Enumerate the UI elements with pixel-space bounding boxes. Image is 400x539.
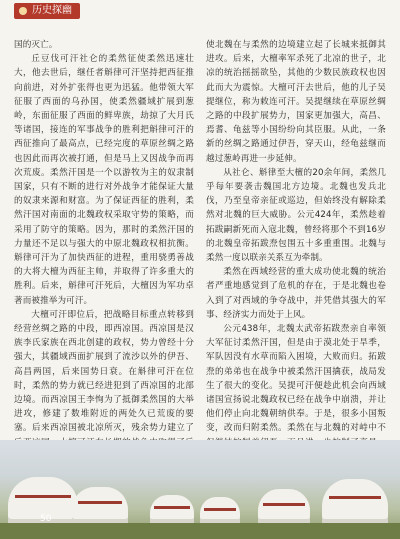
right-column: [206, 38, 386, 478]
page-number: 50: [40, 514, 52, 524]
yurt: [72, 487, 128, 525]
paragraph: 国的灭亡。: [14, 40, 58, 50]
left-column: [14, 38, 194, 493]
paragraph: 公元438年，北魏太武帝拓跋焘亲自率领大军征讨柔然汗国，但是由于漠北处于旱季，军队因没有水草而陷入困境，大败而归。拓跋焘的弟弟也在战争中被柔然汗国擒获，战局发生了很大的变化。吴提可汗便趁此机会向西域诸国宣扬说北魏政权已经在战争中崩溃，并让他们停止向北魏朝纳供奉。于是，很多小国叛变，改而归附柔然。柔然在与北魏的对峙中不: [206, 324, 386, 434]
paragraph: 柔然在西域经营的重大成功使北魏的统治者严重地感觉到了危机的存在，于是北魏也卷入到了对西域的争夺战中，并凭借其强大的军事、经济实力而处于上风。: [206, 267, 386, 320]
tag-dot-icon: [19, 7, 27, 15]
paragraph: 大檀可汗即位后，把战略目标重点转移到经营丝绸之路的中段，即西凉国。西凉国是汉族李氏家族在西北创建的政权，势力曾经十分强大，其疆域西面扩展到了流沙以外的伊吾、高昌两国，后来国势日衰。在斛律可汗在位时，柔然的势力就已经进犯到了西凉国的北部边境。而西凉国王李恂为了抵御柔然国的大举进攻，修建了数堆附近的两处久已荒废的要塞。后来西凉国被北凉所灭，残余势力建立了: [14, 309, 194, 434]
paragraph: 使北魏在与柔然的边境建立起了长城来抵御其进攻。后来，大檀率军杀死了北凉的世子，北凉的统治摇摇欲坠，其他的少数民族政权也因此而大为震惊。大檀可汗去世后，他的儿子吴提继位，称为敕连可汗。吴提继续在草原丝绸之路的中段扩展势力，国家更加强大，高昌、焉耆、龟兹等小国纷纷向其臣服。从此，一条新的丝绸之路通过伊吾，穿天山，经龟兹继而越过葱岭再进一步延伸。: [206, 40, 386, 164]
paragraph: 从社仑、斛律至大檀的20余年间，柔然几乎每年要袭击魏国北方边境。北魏也发兵北伐，乃至皇帝亲征或巡边，但始终没有解除柔然对北魏的巨大威胁。公元424年，柔然趁着拓跋嗣新死而入寇北魏，曾经将那个不到16岁的北魏皇帝拓跋焘包围五十多重重围。北魏与柔然一度以联亲关系互为牵制。: [206, 167, 386, 264]
header-bar: [0, 0, 400, 22]
grassland: [0, 523, 400, 539]
yurt-landscape-photo: [0, 440, 400, 539]
paragraph: 丘豆伐可汗社仑的柔然征使柔然迅速壮大，他去世后，继任者斛律可汗坚持把西征推向前进，对外扩张得也更为迅猛。他带领大军征服了西面的乌孙国，使柔然疆域扩展到葱岭，东面征服了西面的鲜卑族，劫掠了大月氏等诸国，接连的军事战争的胜利把斛律可汗的西征推向了最高点，已经完度的草原丝绸之路也因此而再次被打通，但是马上又因战争而再次荒废。柔然汗国是一个以游牧为主的奴隶制国家，只有不断的进行对外战争才能保证大量的奴隶来源和财富。为了保证西征的胜利，柔然汗国对南面的北魏政权采取守势的策略，而采用了防守的策略。因为，那时的柔然汗国的力量还不足以与强大的中原北魏政权相抗衡。斛律可汗为了加快西征的进程，重用骁勇善战的大将大檀为西征主帅，并取得了许多重大的胜利。后来，斛律可汗死后，大檀因为军功卓著而被推举为可汗。: [14, 54, 194, 306]
yurt: [258, 489, 310, 525]
section-tag: [14, 3, 80, 19]
yurt: [200, 497, 240, 525]
section-tag-label: 历史探幽: [32, 5, 72, 16]
yurt: [150, 495, 194, 525]
yurt: [322, 479, 388, 525]
